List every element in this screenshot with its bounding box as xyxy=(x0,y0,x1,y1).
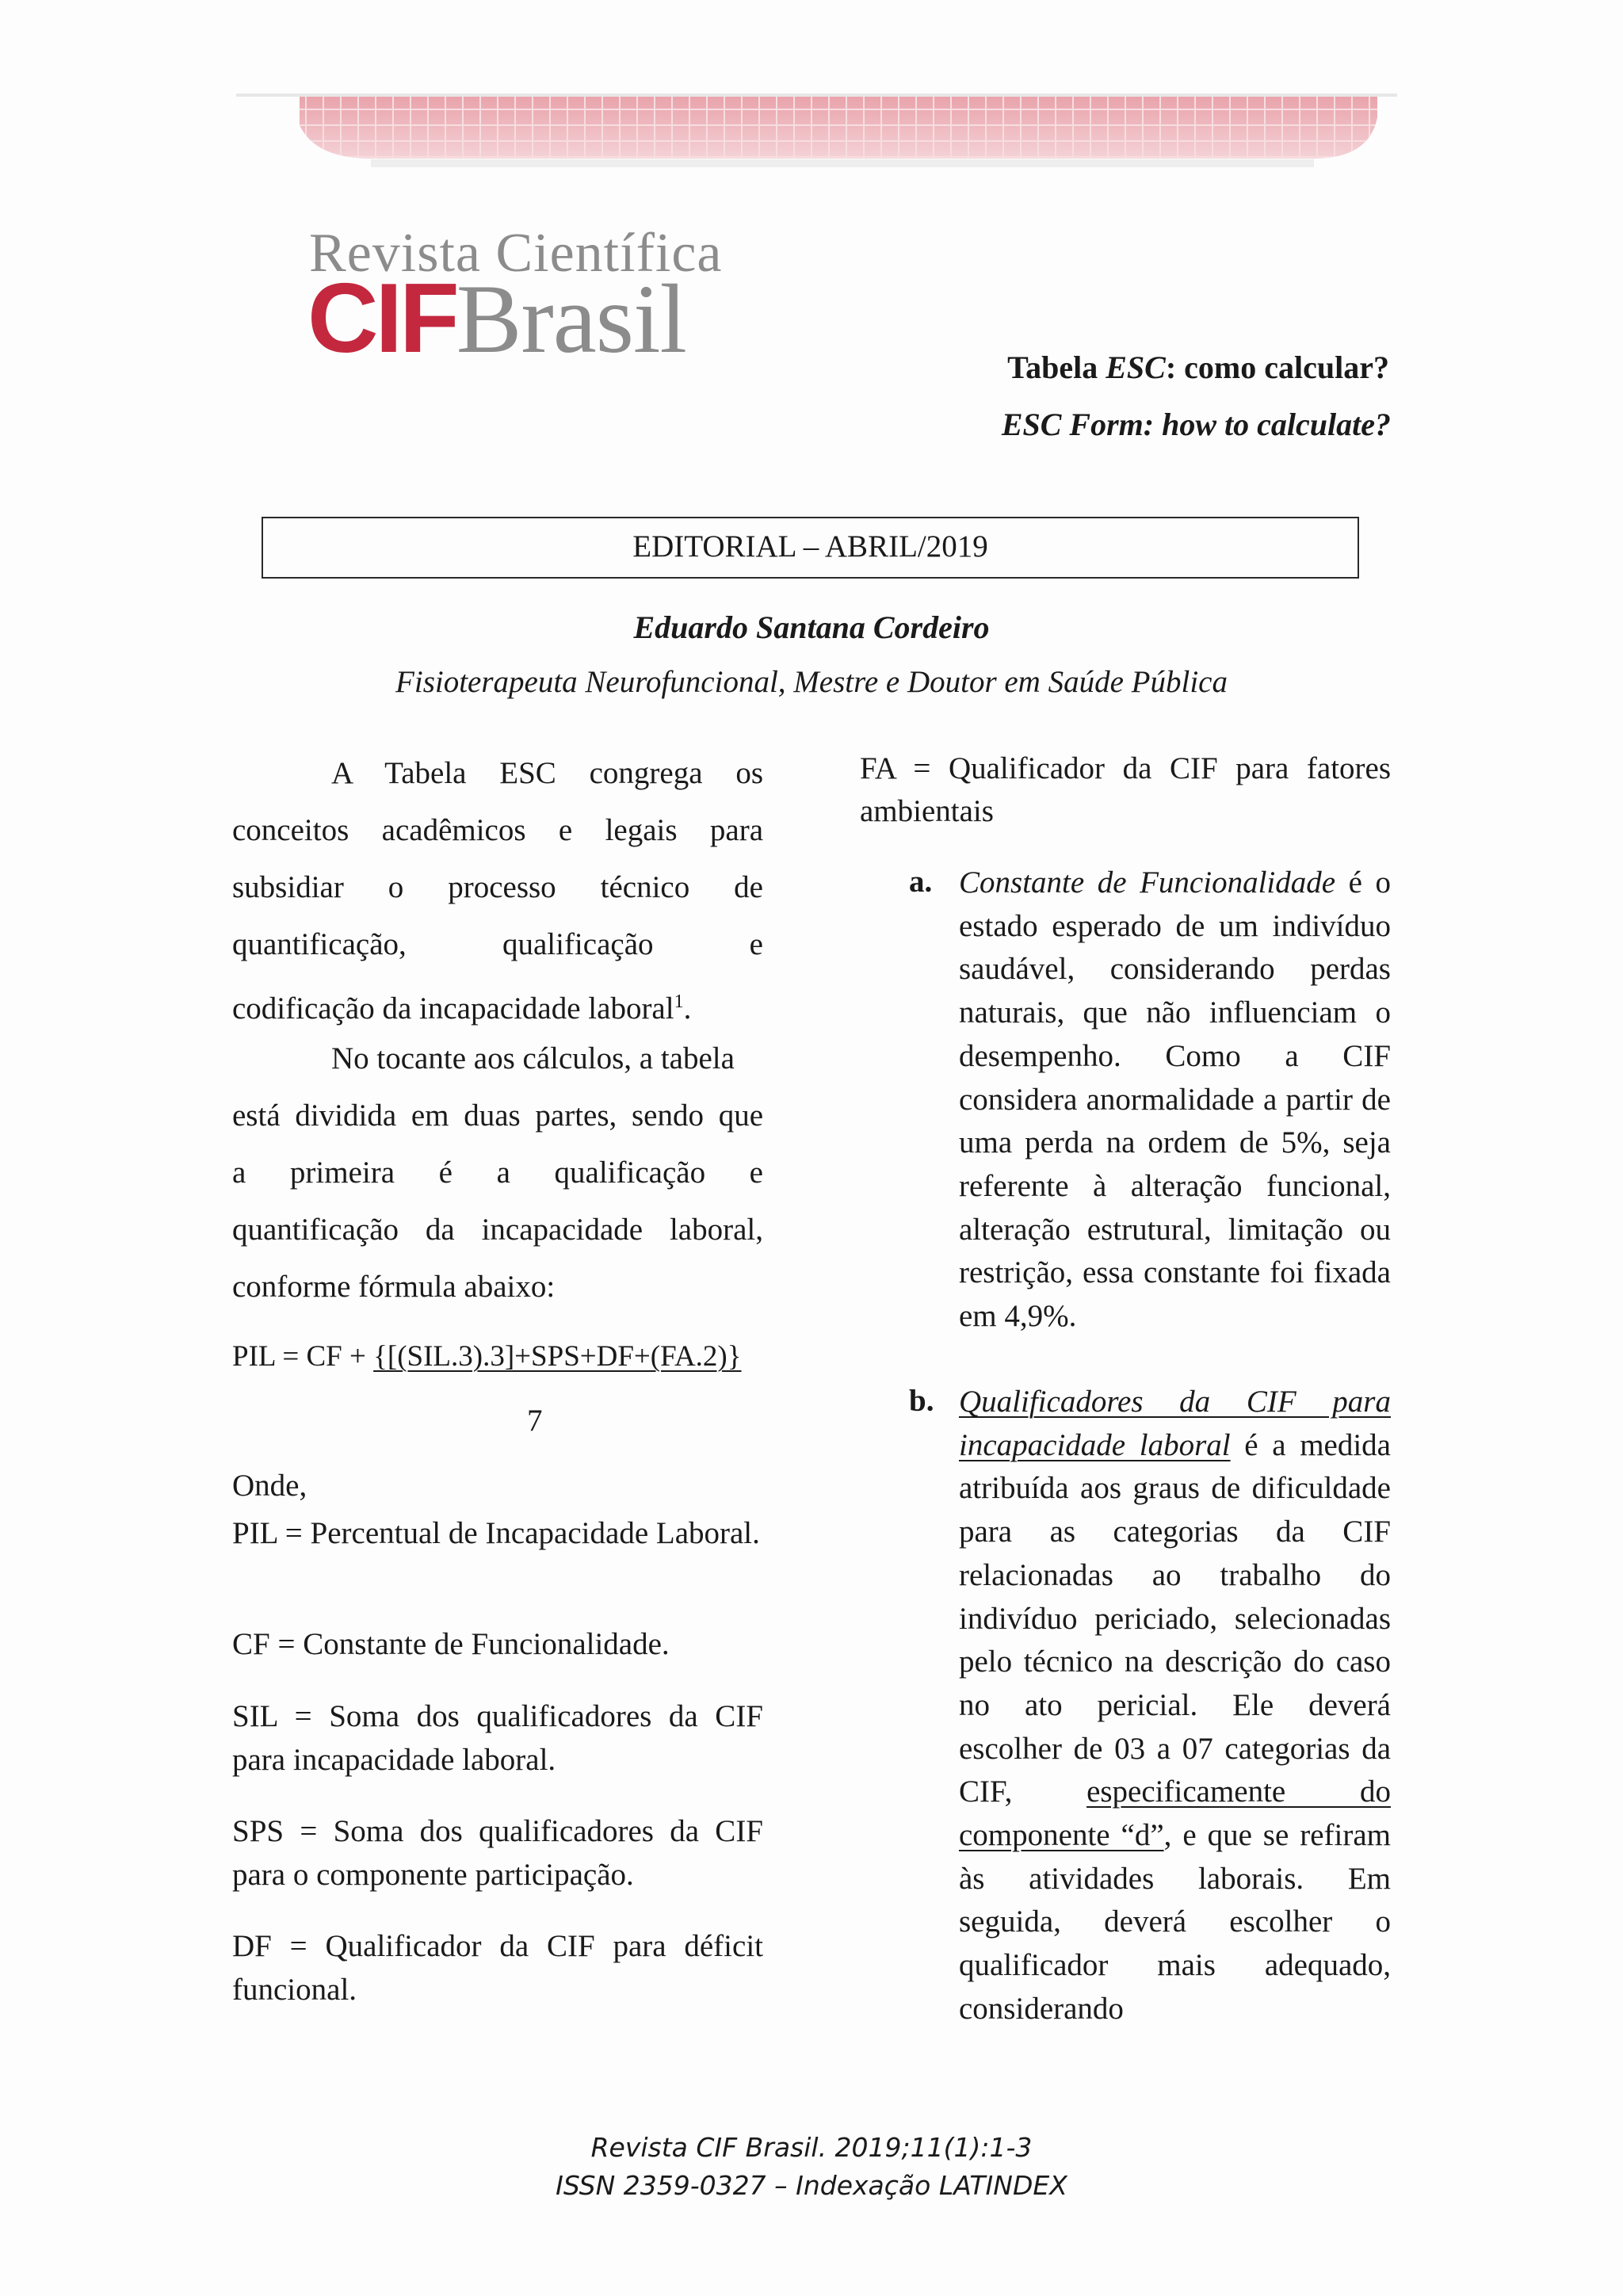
definition-sps: SPS = Soma dos qualificadores da CIF para o componente participação. xyxy=(232,1814,763,1892)
p1-line-5-text: codificação da incapacidade laboral xyxy=(232,991,674,1026)
header-band-graphic xyxy=(236,94,1397,171)
p2-line-4: quantificação da incapacidade laboral, xyxy=(232,1213,763,1247)
p2-line-2: está dividida em duas partes, sendo que xyxy=(232,1098,763,1133)
p1-line-4: quantificação, qualificação e xyxy=(232,927,763,961)
title-portuguese xyxy=(1007,349,1389,386)
journal-logo xyxy=(307,222,735,373)
logo-brasil: Brasil xyxy=(456,265,686,373)
list-item-b xyxy=(959,1381,1391,2031)
definition-df: DF = Qualificador da CIF para déficit funcional. xyxy=(232,1929,763,2007)
item-b-text-2: , e que se refiram às atividades laborais. Em seguida, deverá escolher o qualificador mais adequado, considerando xyxy=(959,1818,1391,2026)
definition-cf: CF = Constante de Funcionalidade. xyxy=(232,1627,670,1661)
p1-line-5 xyxy=(232,973,763,1030)
definition-sil: SIL = Soma dos qualificadores da CIF para incapacidade laboral. xyxy=(232,1699,763,1777)
definition-fa: FA = Qualificador da CIF para fatores ambientais xyxy=(860,751,1391,828)
footnote-ref: 1 xyxy=(674,991,684,1012)
formula-lhs: PIL = CF + xyxy=(232,1340,374,1373)
p2-line-1: No tocante aos cálculos, a tabela xyxy=(331,1041,735,1075)
p2-line-3: a primeira é a qualificação e xyxy=(232,1156,763,1190)
author-name: Eduardo Santana Cordeiro xyxy=(633,609,990,645)
term-qualificadores: Qualificadores da CIF para incapacidade laboral xyxy=(959,1385,1391,1462)
footer-citation: Revista CIF Brasil. 2019;11(1):1-3 xyxy=(590,2132,1033,2163)
pil-formula xyxy=(232,1339,742,1373)
logo-line-2 xyxy=(307,264,686,373)
item-a-text: é o estado esperado de um indivíduo saudável, considerando perdas naturais, que não influenciam o desempenho. Como a CIF considera anormalidade a partir de uma perda na ordem de 5%, seja referente à alteração funcional, alteração estrutural, limitação ou restrição, essa constante foi fixada em 4,9%. xyxy=(959,865,1391,1334)
section-label-box: EDITORIAL – ABRIL/2019 xyxy=(262,517,1359,579)
footer-issn: ISSN 2359-0327 – Indexação LATINDEX xyxy=(556,2170,1067,2201)
title-pt-italic: ESC xyxy=(1106,350,1166,385)
logo-line-1: Revista Científica xyxy=(309,223,723,284)
header-decorative-band xyxy=(236,94,1397,171)
formula-denominator: 7 xyxy=(527,1404,543,1438)
title-pt-suffix: : como calcular? xyxy=(1165,350,1389,385)
logo-cif: CIF xyxy=(307,264,456,373)
item-b-underlined: especificamente do componente “d” xyxy=(959,1775,1391,1853)
p2-line-5: conforme fórmula abaixo: xyxy=(232,1270,556,1304)
title-pt-prefix: Tabela xyxy=(1007,350,1106,385)
item-b-text-1: é a medida atribuída aos graus de dificuldade para as categorias da CIF relacionadas ao trabalho do indivíduo periciado, selecionadas pelo técnico na descrição do caso no ato pericial. Ele deverá escolher de 03 a 07 categorias da CIF, xyxy=(959,1427,1391,1809)
definition-pil: PIL = Percentual de Incapacidade Laboral. xyxy=(232,1516,760,1550)
list-item-a xyxy=(959,861,1391,1339)
formula-numerator: {[(SIL.3).3]+SPS+DF+(FA.2)} xyxy=(373,1340,742,1373)
p1-line-1: A Tabela ESC congrega os xyxy=(331,756,763,790)
list-marker-b: b. xyxy=(909,1384,934,1418)
p1-line-3: subsidiar o processo técnico de xyxy=(232,870,763,904)
p1-line-2: conceitos acadêmicos e legais para xyxy=(232,813,763,847)
onde-label: Onde, xyxy=(232,1469,307,1503)
author-affiliation: Fisioterapeuta Neurofuncional, Mestre e Doutor em Saúde Pública xyxy=(395,665,1228,699)
title-english: ESC Form: how to calculate? xyxy=(1001,407,1391,442)
list-marker-a: a. xyxy=(909,865,933,899)
p1-end: . xyxy=(683,991,692,1026)
term-constante: Constante de Funcionalidade xyxy=(959,865,1336,900)
